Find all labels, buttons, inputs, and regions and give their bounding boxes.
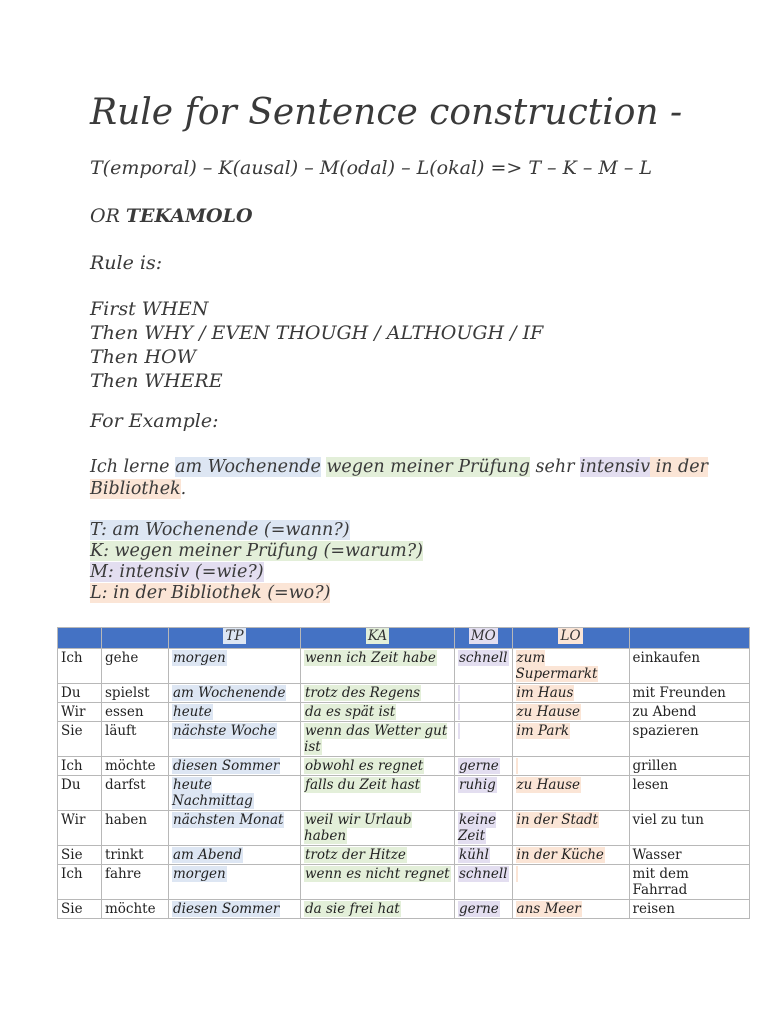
- cell-modal: [455, 649, 513, 684]
- cell-lokal-text: ans Meer: [516, 901, 581, 917]
- cell-lokal-text: in der Stadt: [516, 812, 598, 828]
- cell-lokal: [512, 776, 629, 811]
- cell-lokal-text: im Park: [516, 723, 570, 739]
- cell-subject: Ich: [58, 757, 102, 776]
- or-line: [90, 205, 253, 227]
- cell-modal-text: [458, 685, 460, 701]
- formula-line: T(emporal) – K(ausal) – M(odal) – L(okal) => T – K – M – L: [90, 157, 653, 179]
- cell-lokal: [512, 684, 629, 703]
- cell-temporal-text: nächsten Monat: [173, 812, 284, 828]
- rule-line-3: Then HOW: [90, 346, 197, 368]
- legend-kausal: [90, 541, 423, 561]
- table-row: [58, 776, 750, 811]
- cell-temporal-text: heute: [173, 704, 212, 720]
- legend-modal-text: M: intensiv (=wie?): [90, 562, 264, 582]
- cell-lokal-text: im Haus: [516, 685, 574, 701]
- cell-modal: [455, 722, 513, 757]
- example-end: .: [180, 479, 187, 499]
- example-lokal-part-2: Bibliothek: [90, 479, 181, 499]
- cell-lokal: [512, 757, 629, 776]
- legend-lokal-text: L: in der Bibliothek (=wo?): [90, 583, 331, 603]
- cell-temporal: [169, 846, 301, 865]
- cell-rest: viel zu tun: [629, 811, 749, 846]
- cell-kausal: [301, 811, 455, 846]
- example-sentence-line-1: [90, 457, 708, 477]
- table-row: [58, 722, 750, 757]
- cell-subject: Sie: [58, 722, 102, 757]
- cell-rest: zu Abend: [629, 703, 749, 722]
- cell-lokal-text: zum Supermarkt: [515, 650, 598, 682]
- table-row: [58, 703, 750, 722]
- cell-rest: mit Freunden: [629, 684, 749, 703]
- cell-rest: reisen: [629, 900, 749, 919]
- header-verb: [102, 628, 169, 649]
- cell-lokal-text: in der Küche: [516, 847, 604, 863]
- cell-temporal: [169, 900, 301, 919]
- cell-kausal: [301, 684, 455, 703]
- rule-line-2: Then WHY / EVEN THOUGH / ALTHOUGH / IF: [90, 322, 544, 344]
- table-row: [58, 846, 750, 865]
- cell-modal: [455, 900, 513, 919]
- cell-modal: [455, 757, 513, 776]
- header-temporal: [169, 628, 301, 649]
- cell-subject: Wir: [58, 811, 102, 846]
- cell-verb: spielst: [102, 684, 169, 703]
- cell-rest: lesen: [629, 776, 749, 811]
- cell-kausal: [301, 846, 455, 865]
- table-row: [58, 757, 750, 776]
- page-title: Rule for Sentence construction -: [90, 92, 683, 133]
- cell-kausal-text: weil wir Urlaub haben: [304, 812, 412, 844]
- example-sentence-line-2: [90, 479, 186, 499]
- cell-kausal-text: obwohl es regnet: [305, 758, 424, 774]
- cell-temporal: [169, 722, 301, 757]
- header-modal: [455, 628, 513, 649]
- cell-kausal: [301, 900, 455, 919]
- cell-kausal-text: trotz der Hitze: [305, 847, 406, 863]
- cell-lokal: [512, 865, 629, 900]
- tekamolo-label: TEKAMOLO: [125, 205, 253, 227]
- cell-lokal: [512, 722, 629, 757]
- cell-rest: spazieren: [629, 722, 749, 757]
- cell-lokal-text: [516, 758, 518, 774]
- cell-rest: grillen: [629, 757, 749, 776]
- cell-temporal-text: diesen Sommer: [173, 901, 280, 917]
- cell-verb: läuft: [102, 722, 169, 757]
- cell-temporal-text: am Wochenende: [173, 685, 286, 701]
- cell-kausal: [301, 722, 455, 757]
- table-row: [58, 811, 750, 846]
- cell-temporal: [169, 684, 301, 703]
- cell-temporal-text: am Abend: [173, 847, 242, 863]
- cell-modal-text: schnell: [459, 866, 508, 882]
- or-prefix: OR: [90, 205, 126, 227]
- cell-subject: Du: [58, 684, 102, 703]
- cell-modal-text: gerne: [459, 901, 499, 917]
- table-row: [58, 684, 750, 703]
- rule-is-label: Rule is:: [90, 252, 163, 274]
- cell-subject: Ich: [58, 865, 102, 900]
- legend-kausal-text: K: wegen meiner Prüfung (=warum?): [90, 541, 423, 561]
- cell-temporal-text: nächste Woche: [173, 723, 276, 739]
- cell-temporal: [169, 776, 301, 811]
- cell-lokal: [512, 649, 629, 684]
- cell-lokal: [512, 703, 629, 722]
- example-middle: sehr: [529, 457, 581, 477]
- cell-subject: Wir: [58, 703, 102, 722]
- header-lokal-label: LO: [560, 628, 581, 644]
- cell-temporal: [169, 865, 301, 900]
- cell-subject: Sie: [58, 846, 102, 865]
- example-space-2: [650, 457, 656, 477]
- header-kausal: [301, 628, 455, 649]
- cell-kausal-text: da sie frei hat: [305, 901, 400, 917]
- cell-modal-text: gerne: [459, 758, 499, 774]
- cell-kausal: [301, 703, 455, 722]
- example-prefix: Ich lerne: [90, 457, 176, 477]
- cell-kausal-text: da es spät ist: [305, 704, 396, 720]
- cell-subject: Du: [58, 776, 102, 811]
- cell-subject: Sie: [58, 900, 102, 919]
- header-rest: [629, 628, 749, 649]
- example-lokal-part-1: in der: [655, 457, 708, 477]
- cell-modal: [455, 684, 513, 703]
- cell-modal-text: schnell: [459, 650, 508, 666]
- cell-modal: [455, 811, 513, 846]
- cell-verb: fahre: [102, 865, 169, 900]
- cell-modal: [455, 703, 513, 722]
- for-example-label: For Example:: [90, 410, 219, 432]
- legend-modal: [90, 562, 264, 582]
- cell-modal-text: [458, 704, 460, 720]
- cell-verb: darfst: [102, 776, 169, 811]
- cell-lokal: [512, 811, 629, 846]
- cell-modal: [455, 846, 513, 865]
- cell-rest: einkaufen: [629, 649, 749, 684]
- example-modal: intensiv: [580, 457, 651, 477]
- header-kausal-label: KA: [367, 628, 388, 644]
- table-header-row: [58, 628, 750, 649]
- cell-kausal-text: wenn es nicht regnet: [305, 866, 450, 882]
- legend-temporal-text: T: am Wochenende (=wann?): [90, 520, 350, 540]
- tekamolo-table: [57, 627, 750, 919]
- header-subject: [58, 628, 102, 649]
- cell-lokal: [512, 846, 629, 865]
- cell-kausal-text: falls du Zeit hast: [305, 777, 421, 793]
- legend-temporal: [90, 520, 350, 540]
- cell-lokal-text: zu Hause: [516, 777, 581, 793]
- header-lokal: [512, 628, 629, 649]
- cell-temporal-text: heute Nachmittag: [172, 777, 253, 809]
- cell-kausal: [301, 865, 455, 900]
- header-modal-label: MO: [470, 628, 496, 644]
- cell-verb: gehe: [102, 649, 169, 684]
- example-kausal: wegen meiner Prüfung: [326, 457, 530, 477]
- cell-kausal-text: trotz des Regens: [305, 685, 421, 701]
- cell-rest: Wasser: [629, 846, 749, 865]
- cell-kausal-text: wenn ich Zeit habe: [305, 650, 436, 666]
- cell-temporal: [169, 703, 301, 722]
- cell-temporal-text: morgen: [173, 866, 226, 882]
- rule-line-4: Then WHERE: [90, 370, 223, 392]
- example-temporal: am Wochenende: [175, 457, 321, 477]
- cell-kausal: [301, 757, 455, 776]
- cell-rest: mit dem Fahrrad: [629, 865, 749, 900]
- table-row: [58, 900, 750, 919]
- cell-verb: essen: [102, 703, 169, 722]
- cell-verb: möchte: [102, 757, 169, 776]
- cell-temporal: [169, 757, 301, 776]
- cell-temporal-text: diesen Sommer: [173, 758, 280, 774]
- legend-lokal: [90, 583, 330, 603]
- cell-subject: Ich: [58, 649, 102, 684]
- cell-modal: [455, 776, 513, 811]
- cell-lokal-text: zu Hause: [516, 704, 581, 720]
- cell-lokal: [512, 900, 629, 919]
- cell-temporal-text: morgen: [173, 650, 226, 666]
- cell-modal-text: ruhig: [459, 777, 496, 793]
- cell-modal-text: kühl: [459, 847, 489, 863]
- cell-temporal: [169, 649, 301, 684]
- header-temporal-label: TP: [225, 628, 244, 644]
- cell-modal-text: [458, 723, 460, 739]
- table-row: [58, 865, 750, 900]
- rule-line-1: First WHEN: [90, 298, 209, 320]
- cell-kausal: [301, 776, 455, 811]
- cell-verb: möchte: [102, 900, 169, 919]
- table-row: [58, 649, 750, 684]
- cell-kausal: [301, 649, 455, 684]
- cell-modal-text: keine Zeit: [458, 812, 497, 844]
- cell-lokal-text: [516, 866, 518, 882]
- cell-temporal: [169, 811, 301, 846]
- cell-verb: trinkt: [102, 846, 169, 865]
- cell-modal: [455, 865, 513, 900]
- cell-verb: haben: [102, 811, 169, 846]
- cell-kausal-text: wenn das Wetter gut ist: [304, 723, 448, 755]
